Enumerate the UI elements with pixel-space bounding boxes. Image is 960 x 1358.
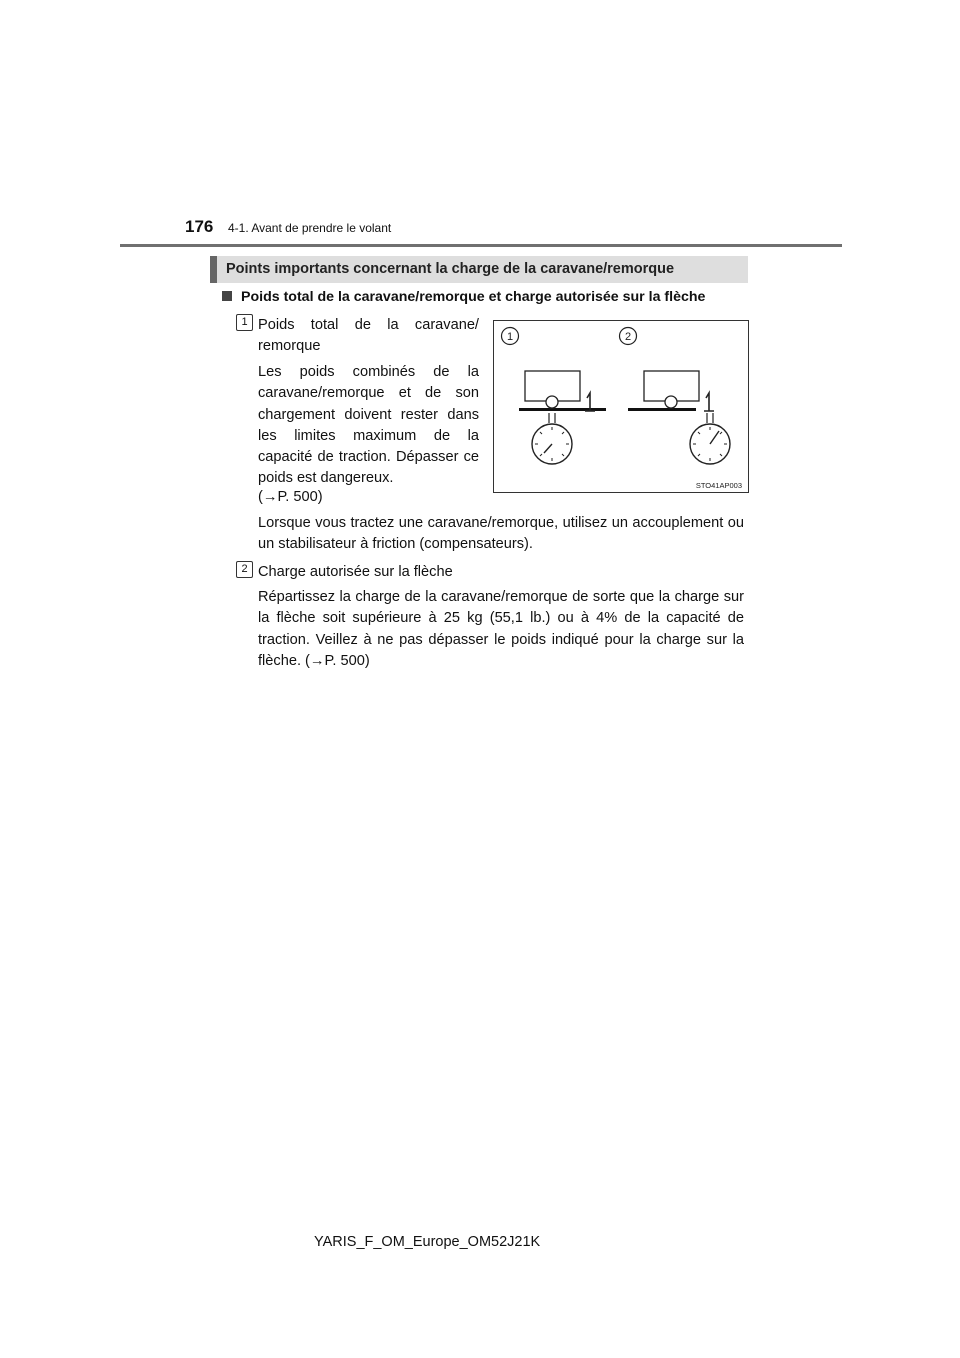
document-footer: YARIS_F_OM_Europe_OM52J21K bbox=[314, 1234, 541, 1250]
item1-reference: (→P. 500) bbox=[258, 489, 323, 505]
item2-title: Charge autorisée sur la flèche bbox=[258, 564, 453, 580]
section-heading: Points importants concernant la charge de la caravane/remorque bbox=[210, 256, 748, 283]
figure-label-1 bbox=[502, 328, 519, 345]
subheading bbox=[222, 289, 752, 305]
svg-text:1: 1 bbox=[506, 331, 514, 343]
tongue-on-scale bbox=[628, 371, 730, 464]
square-bullet-icon bbox=[222, 291, 232, 301]
item1-body-continued: Lorsque vous tractez une caravane/remorque, utilisez un accouplement ou un stabilisateur à friction (compensateurs). bbox=[258, 515, 744, 553]
svg-text:2: 2 bbox=[624, 331, 632, 343]
header-divider bbox=[120, 244, 842, 247]
trailer-scale-diagram bbox=[494, 321, 750, 494]
page-number: 176 bbox=[185, 217, 214, 236]
trailer-on-scale bbox=[519, 371, 606, 464]
subheading-text: Poids total de la caravane/remorque et charge autorisée sur la flèche bbox=[241, 289, 706, 305]
item-number-badge: 2 bbox=[236, 561, 253, 578]
figure-label-2 bbox=[620, 328, 637, 345]
figure-code: STO41AP003 bbox=[695, 481, 742, 490]
illustration-trailer-weight bbox=[493, 320, 749, 493]
chapter-title: 4-1. Avant de prendre le volant bbox=[228, 221, 392, 235]
item-number-badge: 1 bbox=[236, 314, 253, 331]
item1-body: Les poids combinés de la caravane/remorque et de son chargement doivent rester dans les limites maximum de la capacité de traction. Dépasser ce poids est dangereux. bbox=[258, 364, 479, 487]
item2-body: Répartissez la charge de la caravane/remorque de sorte que la charge sur la flèche soit supérieure à 25 kg (55,1 lb.) ou à 4% de la capacité de traction. Veillez à ne pas dépasser le poids indiqué pour la charge sur la flèche. (→P. 500) bbox=[258, 589, 744, 669]
item1-title: Poids total de la caravane/ remorque bbox=[258, 317, 479, 355]
